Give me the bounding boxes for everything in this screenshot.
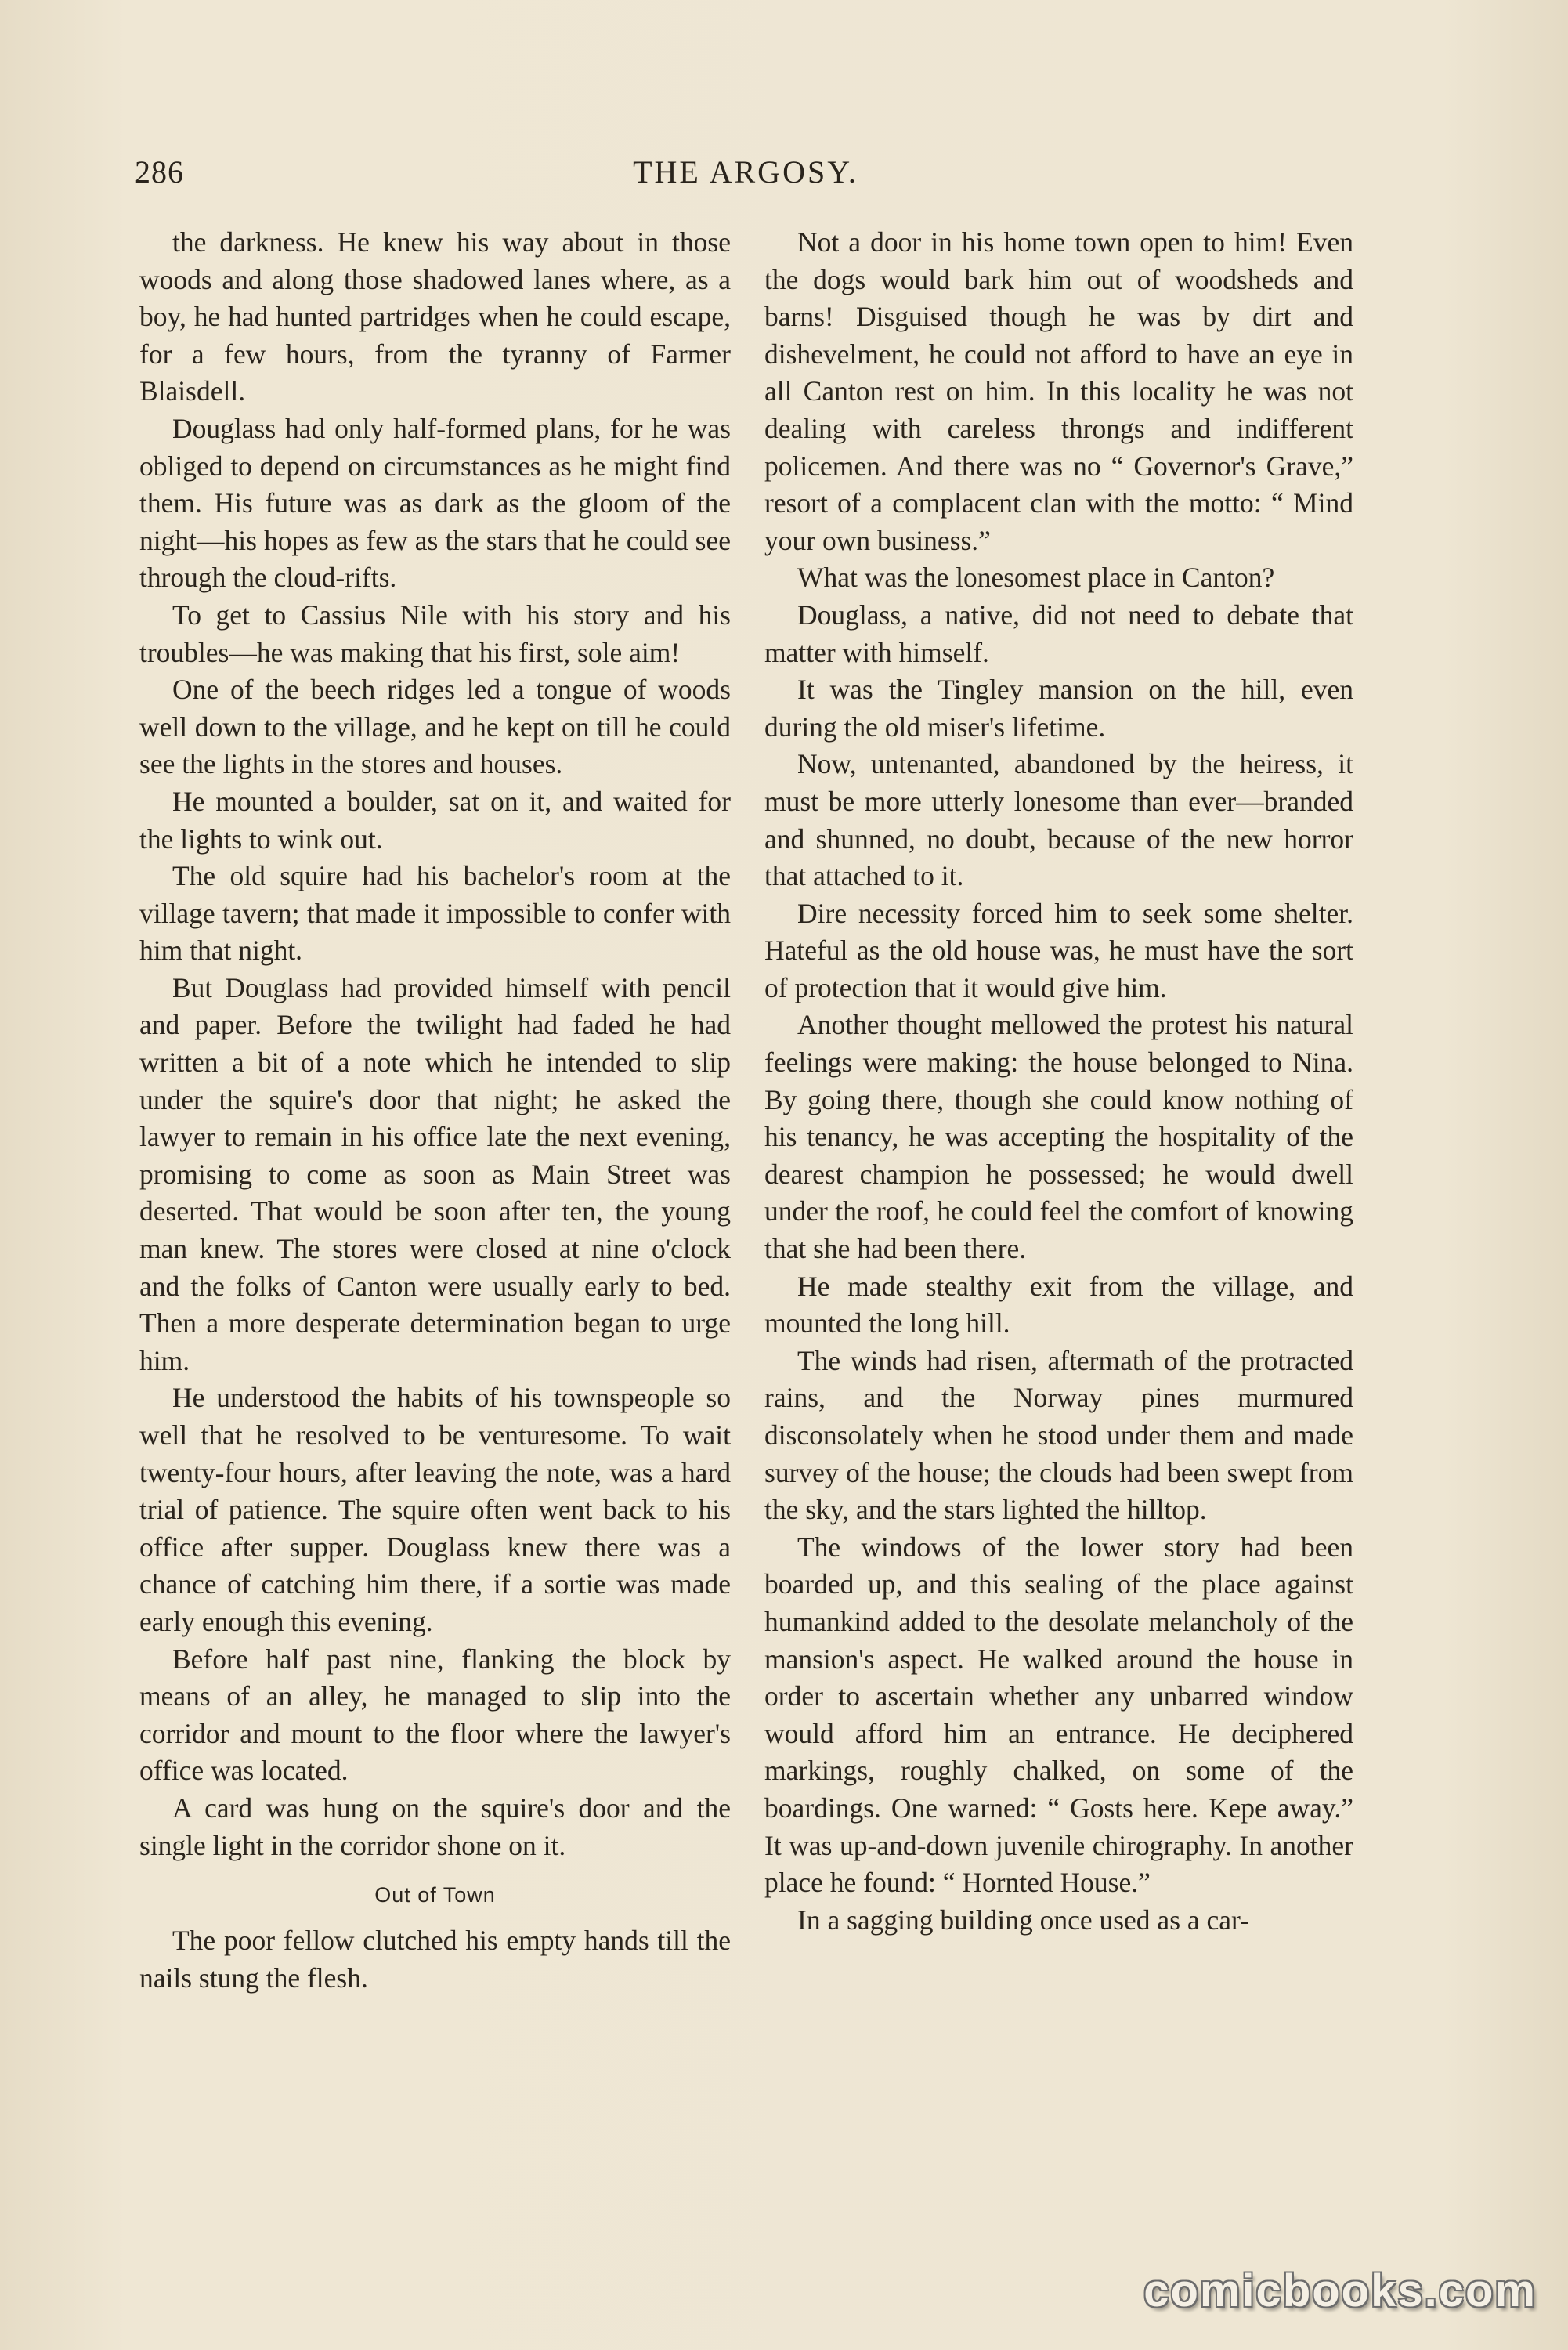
left-column [139, 224, 731, 1997]
paragraph: The poor fellow clutched his empty hands till the nails stung the flesh. [139, 1925, 731, 1994]
section-heading: Out of Town [374, 1883, 496, 1907]
left-column-body [139, 224, 731, 1864]
right-column [764, 224, 1353, 1939]
paragraph: Douglass, a native, did not need to debate that matter with himself. [764, 598, 1353, 668]
paragraph: He made stealthy exit from the village, and mounted the long hill. [764, 1270, 1353, 1340]
paragraph: Dire necessity forced him to seek some shelter. Hateful as the old house was, he must have the sort of protection that it would give him. [764, 897, 1353, 1003]
left-column-continuation [139, 1922, 731, 1997]
paragraph: It was the Tingley mansion on the hill, even during the old miser's lifetime. [764, 674, 1353, 743]
paragraph: Another thought mellowed the protest his natural feelings were making: the house belonged to Nina. By going there, though she could know nothing of his tenancy, he was accepting the hospitality of the dearest champion he possessed; he would dwell under the roof, he could feel the comfort of knowing that she had been there. [764, 1009, 1353, 1265]
paragraph: But Douglass had provided himself with pencil and paper. Before the twilight had faded he had written a bit of a note which he intended to slip under the squire's door that night; he asked the lawyer to remain in his office late the next evening, promising to come as soon as Main Street was deserted. That would be soon after ten, the young man knew. The stores were closed at nine o'clock and the folks of Canton were usually early to bed. Then a more desperate determination began to urge him. [139, 971, 731, 1376]
paragraph: He understood the habits of his townspeople so well that he resolved to be venturesome. To wait twenty-four hours, after leaving the note, was a hard trial of patience. The squire often went back to his office after supper. Douglass knew there was a chance of catching him there, if a sortie was made early enough this evening. [139, 1382, 731, 1637]
running-head: THE ARGOSY. [633, 154, 858, 190]
paragraph: A card was hung on the squire's door and the single light in the corridor shone on it. [139, 1791, 731, 1861]
right-column-body [764, 224, 1353, 1939]
paragraph: In a sagging building once used as a car- [797, 1904, 1249, 1936]
paragraph: The windows of the lower story had been boarded up, and this sealing of the place against humankind added to the desolate melancholy of the mansion's aspect. He walked around the house in order to ascertain whether any unbarred window would afford him an entrance. He deciphered markings, roughly chalked, on some of the boardings. One warned: “ Gosts here. Kepe away.” It was up-and-down juvenile chirography. In another place he found: “ Hornted House.” [764, 1531, 1353, 1899]
paragraph: Not a door in his home town open to him! Even the dogs would bark him out of woodsheds and barns! Disguised though he was by dirt and dishevelment, he could not afford to have an eye in all Canton rest on him. In this locality he was not dealing with careless throngs and indifferent policemen. And there was no “ Governor's Grave,” resort of a complacent clan with the motto: “ Mind your own business.” [764, 226, 1353, 556]
paragraph: the darkness. He knew his way about in those woods and along those shadowed lanes where, as a boy, he had hunted partridges when he could escape, for a few hours, from the tyranny of Farmer Blaisdell. [139, 226, 731, 407]
page-number: 286 [135, 154, 184, 190]
paragraph: He mounted a boulder, sat on it, and waited for the lights to wink out. [139, 785, 731, 855]
page-header [135, 154, 1357, 201]
paragraph: What was the lonesomest place in Canton? [797, 562, 1275, 594]
paragraph: The winds had risen, aftermath of the protracted rains, and the Norway pines murmured disconsolately when he stood under them and made survey of the house; the clouds had been swept from the sky, and the stars lighted the hilltop. [764, 1344, 1353, 1526]
paragraph: One of the beech ridges led a tongue of woods well down to the village, and he kept on till he could see the lights in the stores and houses. [139, 674, 731, 780]
paragraph: Before half past nine, flanking the block by means of an alley, he managed to slip into the corridor and mount to the floor where the lawyer's office was located. [139, 1643, 731, 1787]
paragraph: Now, untenanted, abandoned by the heiress, it must be more utterly lonesome than ever—branded and shunned, no doubt, because of the new horror that attached to it. [764, 748, 1353, 892]
paragraph: Douglass had only half-formed plans, for he was obliged to depend on circumstances as he might find them. His future was as dark as the gloom of the night—his hopes as few as the stars that he could see through the cloud-rifts. [139, 412, 731, 594]
watermark-logo: comicbooks.com [1143, 2265, 1537, 2316]
paragraph: The old squire had his bachelor's room at the village tavern; that made it impossible to confer with him that night. [139, 860, 731, 967]
paragraph: To get to Cassius Nile with his story and his troubles—he was making that his first, sole aim! [139, 598, 731, 668]
